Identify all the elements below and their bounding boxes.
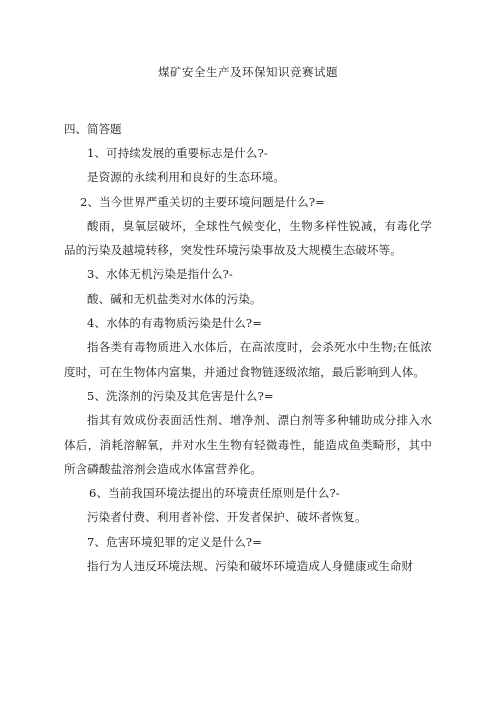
question-text: 6、当前我国环境法提出的环境责任原则是什么?- (89, 486, 340, 501)
answer-text: 指各类有毒物质进入水体后，在高浓度时，会杀死水中生物;在低浓度时，可在生物体内富集，并通过食物链逐级浓缩，最后影响到人体。 (64, 340, 432, 379)
section-heading: 四、简答题 (64, 122, 122, 136)
question-text: 2、当今世界严重关切的主要环境问题是什么?= (80, 194, 325, 209)
question-text: 1、可持续发展的重要标志是什么?- (87, 146, 268, 160)
answer-text: 是资源的永续利用和良好的生态环境。 (87, 170, 286, 185)
question-text: 4、水体的有毒物质污染是什么?= (87, 316, 263, 331)
answer-text: 指行为人违反环境法规、污染和破坏环境造成人身健康或生命财 (87, 559, 414, 574)
question-text: 3、水体无机污染是指什么?- (87, 267, 233, 282)
document-body (64, 141, 432, 578)
answer-text: 酸、碱和无机盐类对水体的污染。 (87, 291, 262, 306)
question-text: 5、洗涤剂的污染及其危害是什么?= (87, 388, 274, 403)
question-text: 7、危害环境犯罪的定义是什么?= (87, 534, 263, 549)
answer-text: 酸雨，臭氧层破坏，全球性气候变化，生物多样性锐减，有毒化学品的污染及越境转移，突发性环境污染事故及大规模生态破坏等。 (64, 218, 432, 258)
answer-text: 指其有效成份表面活性剂、增净剂、漂白剂等多种辅助成分排入水体后，消耗溶解氧，并对水生生物有轻微毒性，能造成鱼类畸形，其中所含磷酸盐溶剂会造成水体富营养化。 (64, 413, 432, 476)
answer-text: 污染者付费、利用者补偿、开发者保护、破坏者恢复。 (87, 510, 367, 525)
document-title: 煤矿安全生产及环保知识竞赛试题 (158, 65, 338, 79)
